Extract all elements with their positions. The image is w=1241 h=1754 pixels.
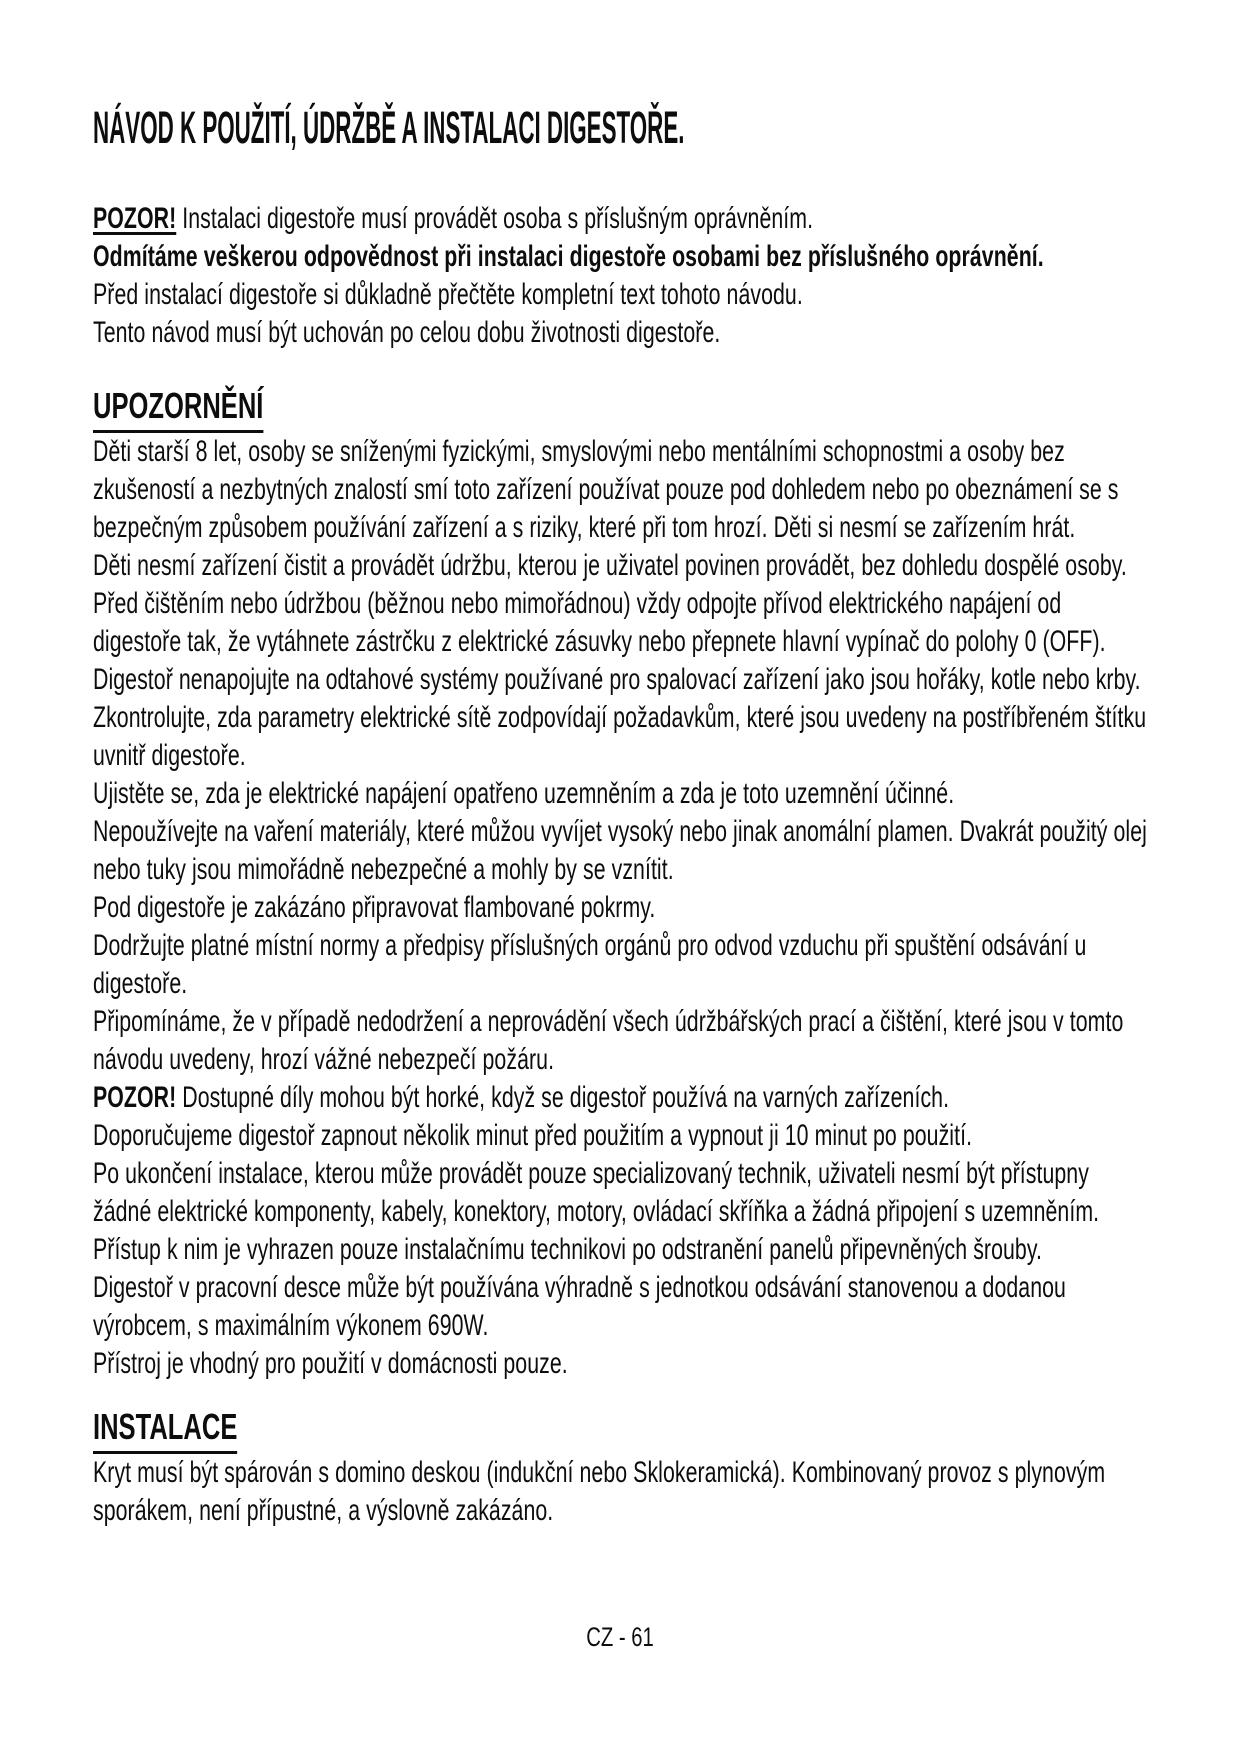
page-number: CZ - 61 [586, 1622, 655, 1652]
instalace-body [93, 1454, 1151, 1530]
paragraph: Přístroj je vhodný pro použití v domácnosti pouze. [93, 1347, 568, 1380]
section-heading-upozorneni [93, 386, 1151, 433]
intro-liability-line: Odmítáme veškerou odpovědnost při instalaci digestoře osobami bez příslušného oprávnění. [93, 240, 1044, 273]
page-title-text: NÁVOD K POUŽITÍ, ÚDRŽBĚ A INSTALACI DIGESTOŘE. [93, 102, 685, 153]
intro-warning-line [93, 200, 1151, 238]
paragraph: Dodržujte platné místní normy a předpisy příslušných orgánů pro odvod vzduchu při spuštění odsávání u digestoře. [93, 929, 1087, 1000]
section-heading-instalace-text: INSTALACE [93, 1407, 237, 1454]
paragraph: Připomínáme, že v případě nedodržení a neprovádění všech údržbářských prací a čištění, které jsou v tomto návodu uvedeny, hrozí vážné nebezpečí požáru. [93, 1005, 1124, 1076]
paragraph: Ujistěte se, zda je elektrické napájení opatřeno uzemněním a zda je toto uzemnění účinné. [93, 777, 955, 810]
pozor-label: POZOR! [93, 1081, 177, 1114]
intro-keep-line: Tento návod musí být uchován po celou dobu životnosti digestoře. [93, 316, 721, 349]
paragraph: Před čištěním nebo údržbou (běžnou nebo mimořádnou) vždy odpojte přívod elektrického napájení od digestoře tak, že vytáhnete zástrčku z elektrické zásuvky nebo přepnete hlavní vypínač do polohy 0 (OFF). [93, 587, 1106, 658]
paragraph: Digestoř nenapojujte na odtahové systémy používané pro spalovací zařízení jako jsou hořáky, kotle nebo krby. [93, 663, 1141, 696]
paragraph-pozor-text: Dostupné díly mohou být horké, když se digestoř používá na varných zařízeních. [176, 1081, 950, 1114]
paragraph: Kryt musí být spárován s domino deskou (indukční nebo Sklokeramická). Kombinovaný provoz s plynovým sporákem, není přípustné, a výslovně zakázáno. [93, 1456, 1106, 1527]
paragraph: Zkontrolujte, zda parametry elektrické sítě zodpovídají požadavkům, které jsou uvedeny na postříbřeném štítku uvnitř digestoře. [93, 701, 1147, 772]
paragraph: Po ukončení instalace, kterou může provádět pouze specializovaný technik, uživateli nesmí být přístupny žádné elektrické komponenty, kabely, konektory, motory, ovládací skříňka a žádná připojení s uzemněním. [93, 1157, 1100, 1228]
paragraph: Nepoužívejte na vaření materiály, které můžou vyvíjet vysoký nebo jinak anomální plamen. Dvakrát použitý olej nebo tuky jsou mimořádně nebezpečné a mohly by se vznítit. [93, 815, 1147, 886]
paragraph: Děti nesmí zařízení čistit a provádět údržbu, kterou je uživatel povinen provádět, bez dohledu dospělé osoby. [93, 549, 1127, 582]
paragraph: Doporučujeme digestoř zapnout několik minut před použitím a vypnout ji 10 minut po použití. [93, 1119, 973, 1152]
section-heading-upozorneni-text: UPOZORNĚNÍ [93, 386, 263, 433]
page-footer [0, 1622, 1241, 1653]
intro-read-line: Před instalací digestoře si důkladně přečtěte kompletní text tohoto návodu. [93, 278, 803, 311]
section-heading-instalace [93, 1407, 1151, 1454]
paragraph: Děti starší 8 let, osoby se sníženými fyzickými, smyslovými nebo mentálními schopnostmi a osoby bez zkušeností a nezbytných znalostí smí toto zařízení používat pouze pod dohledem nebo po obeznámení se s bezpečným způsobem používání zařízení a s riziky, které při tom hrozí. Děti si nesmí se zařízením hrát. [93, 435, 1119, 544]
paragraph: Pod digestoře je zakázáno připravovat flambované pokrmy. [93, 891, 656, 924]
page-title [93, 103, 1151, 153]
paragraph-pozor [93, 1079, 1151, 1117]
page-content [93, 0, 1151, 1530]
intro-block [93, 200, 1151, 352]
pozor-label: POZOR! [93, 202, 177, 235]
intro-warning-text: Instalaci digestoře musí provádět osoba s příslušným oprávněním. [176, 202, 814, 235]
paragraph: Digestoř v pracovní desce může být používána výhradně s jednotkou odsávání stanovenou a dodanou výrobcem, s maximálním výkonem 690W. [93, 1271, 1066, 1342]
upozorneni-body [93, 433, 1151, 1383]
paragraph: Přístup k nim je vyhrazen pouze instalačnímu technikovi po odstranění panelů připevněných šrouby. [93, 1233, 1042, 1266]
